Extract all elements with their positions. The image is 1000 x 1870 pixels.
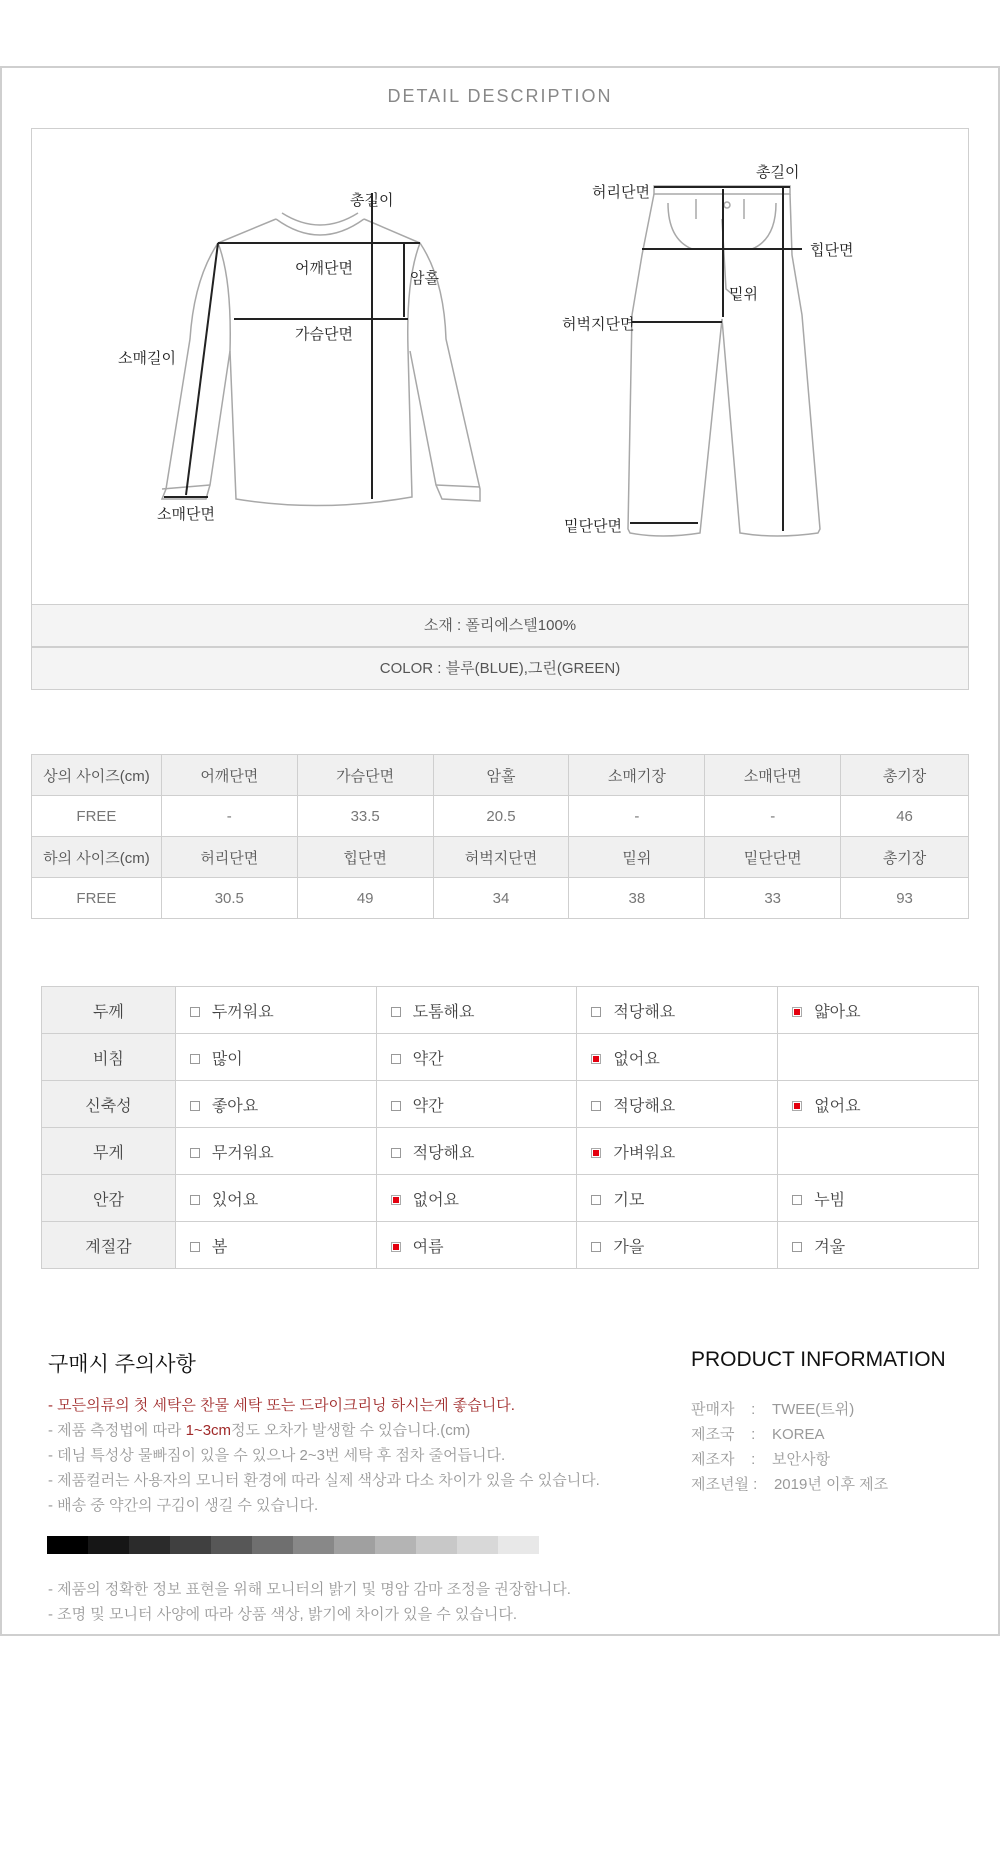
- unchecked-box-icon: [190, 1007, 200, 1017]
- feature-row: [42, 1222, 979, 1269]
- size-cell: 하의 사이즈(cm): [32, 837, 162, 878]
- gray-swatch: [129, 1536, 170, 1554]
- feature-option: [175, 1175, 376, 1222]
- feature-option: [577, 1222, 778, 1269]
- label-armhole: 암홀: [410, 270, 439, 287]
- gray-swatch: [211, 1536, 252, 1554]
- notice-list: [48, 1393, 600, 1518]
- size-diagram: [31, 128, 969, 604]
- feature-option: [376, 1128, 577, 1175]
- unchecked-box-icon: [190, 1242, 200, 1252]
- checked-box-icon: [591, 1054, 601, 1064]
- feature-option-empty: [778, 1128, 979, 1175]
- notice-line: - 배송 중 약간의 구김이 생길 수 있습니다.: [48, 1497, 319, 1514]
- feature-option-empty: [778, 1034, 979, 1081]
- feature-option: [175, 987, 376, 1034]
- feature-option: [376, 987, 577, 1034]
- feature-option-label: 좋아요: [211, 1097, 259, 1115]
- feature-option-label: 누빔: [814, 1191, 846, 1209]
- unchecked-box-icon: [792, 1242, 802, 1252]
- feature-option-label: 없어요: [613, 1050, 660, 1068]
- unchecked-box-icon: [190, 1148, 200, 1158]
- size-cell: 49: [297, 878, 433, 919]
- monitor-notice-list: [48, 1577, 571, 1627]
- notice-text: 정도 오차가 발생할 수 있습니다.(cm): [231, 1422, 471, 1439]
- size-cell: 총기장: [841, 837, 969, 878]
- size-cell: FREE: [32, 878, 162, 919]
- gray-swatch: [457, 1536, 498, 1554]
- notice-highlight: 1~3cm: [185, 1422, 232, 1439]
- size-cell: 소매기장: [569, 755, 705, 796]
- feature-option: [175, 1128, 376, 1175]
- size-table: [31, 754, 969, 919]
- feature-option-label: 적당해요: [613, 1003, 676, 1021]
- unchecked-box-icon: [792, 1195, 802, 1205]
- feature-option-label: 기모: [613, 1191, 645, 1209]
- feature-row: [42, 1034, 979, 1081]
- feature-option-label: 적당해요: [412, 1144, 475, 1162]
- checked-box-icon: [792, 1101, 802, 1111]
- product-info-country: 제조국 : KOREA: [691, 1426, 825, 1443]
- gray-swatch: [170, 1536, 211, 1554]
- notice-line: - 모든의류의 첫 세탁은 찬물 세탁 또는 드라이크리닝 하시는게 좋습니다.: [48, 1397, 515, 1414]
- unchecked-box-icon: [190, 1101, 200, 1111]
- size-cell: 34: [433, 878, 569, 919]
- size-cell: 소매단면: [705, 755, 841, 796]
- feature-row: [42, 1081, 979, 1128]
- feature-option: [577, 1128, 778, 1175]
- product-info-title: PRODUCT INFORMATION: [691, 1348, 946, 1371]
- notice-line: [48, 1418, 600, 1443]
- label-top-total-length: 총길이: [350, 192, 394, 209]
- size-cell: 암홀: [433, 755, 569, 796]
- feature-name: 계절감: [42, 1222, 176, 1269]
- size-cell: -: [569, 796, 705, 837]
- notice-line: - 조명 및 모니터 사양에 따라 상품 색상, 밝기에 차이가 있을 수 있습니다.: [48, 1606, 518, 1623]
- size-cell: 20.5: [433, 796, 569, 837]
- feature-option-label: 겨울: [814, 1238, 846, 1256]
- gray-swatch: [293, 1536, 334, 1554]
- size-cell: 33.5: [297, 796, 433, 837]
- feature-option: [175, 1081, 376, 1128]
- size-cell: FREE: [32, 796, 162, 837]
- label-waist: 허리단면: [592, 184, 650, 201]
- feature-option-label: 도톰해요: [412, 1003, 475, 1021]
- label-thigh: 허벅지단면: [562, 316, 635, 333]
- feature-option-label: 봄: [211, 1238, 228, 1256]
- unchecked-box-icon: [190, 1195, 200, 1205]
- size-cell: 허리단면: [161, 837, 297, 878]
- unchecked-box-icon: [591, 1242, 601, 1252]
- label-sleeve-length: 소매길이: [118, 350, 176, 367]
- label-rise: 밑위: [729, 286, 758, 303]
- product-info-list: [691, 1397, 888, 1497]
- size-table-top-header: [32, 755, 969, 796]
- feature-option: [778, 987, 979, 1034]
- feature-option-label: 없어요: [814, 1097, 861, 1115]
- size-cell: 밑위: [569, 837, 705, 878]
- notice-line: - 데님 특성상 물빠짐이 있을 수 있으나 2~3번 세탁 후 점차 줄어듭니다.: [48, 1447, 506, 1464]
- gray-swatch: [88, 1536, 129, 1554]
- size-cell: 30.5: [161, 878, 297, 919]
- label-hem: 밑단단면: [564, 518, 622, 535]
- feature-option-label: 없어요: [412, 1191, 459, 1209]
- feature-option: [376, 1081, 577, 1128]
- notice-line: - 제품컬러는 사용자의 모니터 환경에 따라 실제 색상과 다소 차이가 있을 수 있습니다.: [48, 1472, 600, 1489]
- feature-name: 무게: [42, 1128, 176, 1175]
- unchecked-box-icon: [391, 1007, 401, 1017]
- material-row: 소재 : 폴리에스텔100%: [31, 604, 969, 647]
- feature-row: [42, 987, 979, 1034]
- size-cell: 힙단면: [297, 837, 433, 878]
- feature-option-label: 적당해요: [613, 1097, 676, 1115]
- feature-option-label: 여름: [412, 1238, 444, 1256]
- unchecked-box-icon: [391, 1148, 401, 1158]
- unchecked-box-icon: [591, 1007, 601, 1017]
- feature-option: [778, 1222, 979, 1269]
- size-cell: 상의 사이즈(cm): [32, 755, 162, 796]
- size-cell: 93: [841, 878, 969, 919]
- label-shoulder: 어깨단면: [295, 260, 353, 277]
- size-cell: 가슴단면: [297, 755, 433, 796]
- gray-swatch: [252, 1536, 293, 1554]
- feature-name: 두께: [42, 987, 176, 1034]
- label-chest: 가슴단면: [295, 326, 353, 343]
- checked-box-icon: [792, 1007, 802, 1017]
- checked-box-icon: [391, 1242, 401, 1252]
- size-cell: 어깨단면: [161, 755, 297, 796]
- size-cell: 밑단단면: [705, 837, 841, 878]
- gray-swatch: [375, 1536, 416, 1554]
- feature-option-label: 약간: [412, 1097, 444, 1115]
- checked-box-icon: [591, 1148, 601, 1158]
- feature-option: [175, 1034, 376, 1081]
- size-table-bottom-row: [32, 878, 969, 919]
- feature-option: [577, 1175, 778, 1222]
- feature-option: [577, 987, 778, 1034]
- feature-row: [42, 1175, 979, 1222]
- feature-name: 신축성: [42, 1081, 176, 1128]
- label-bottom-total-length: 총길이: [756, 164, 800, 181]
- size-table-bottom-header: [32, 837, 969, 878]
- feature-table: [41, 986, 979, 1269]
- feature-option: [577, 1081, 778, 1128]
- notice-line: - 제품의 정확한 정보 표현을 위해 모니터의 밝기 및 명암 감마 조정을 권장합니다.: [48, 1581, 571, 1598]
- label-sleeve-width: 소매단면: [157, 506, 215, 523]
- size-cell: 총기장: [841, 755, 969, 796]
- detail-title: DETAIL DESCRIPTION: [387, 86, 613, 106]
- color-row: COLOR : 블루(BLUE),그린(GREEN): [31, 647, 969, 690]
- feature-option: [778, 1175, 979, 1222]
- feature-option-label: 두꺼워요: [211, 1003, 274, 1021]
- feature-option: [376, 1034, 577, 1081]
- size-cell: 33: [705, 878, 841, 919]
- feature-name: 비침: [42, 1034, 176, 1081]
- feature-option-label: 약간: [412, 1050, 444, 1068]
- unchecked-box-icon: [591, 1101, 601, 1111]
- measure-lines: [164, 187, 802, 531]
- feature-option: [175, 1222, 376, 1269]
- product-info-maker: 제조자 : 보안사항: [691, 1451, 830, 1468]
- unchecked-box-icon: [591, 1195, 601, 1205]
- feature-option: [778, 1081, 979, 1128]
- checked-box-icon: [391, 1195, 401, 1205]
- notice-text: - 제품 측정법에 따라: [48, 1422, 186, 1439]
- feature-option: [376, 1175, 577, 1222]
- gray-scale-bar: [47, 1536, 539, 1554]
- gray-swatch: [498, 1536, 539, 1554]
- size-cell: 허벅지단면: [433, 837, 569, 878]
- notice-title: 구매시 주의사항: [48, 1353, 196, 1376]
- label-hip: 힙단면: [810, 242, 854, 259]
- feature-option-label: 가을: [613, 1238, 645, 1256]
- unchecked-box-icon: [190, 1054, 200, 1064]
- unchecked-box-icon: [391, 1054, 401, 1064]
- size-cell: -: [705, 796, 841, 837]
- gray-swatch: [47, 1536, 88, 1554]
- size-cell: 38: [569, 878, 705, 919]
- size-cell: -: [161, 796, 297, 837]
- gray-swatch: [416, 1536, 457, 1554]
- feature-row: [42, 1128, 979, 1175]
- product-info-date: 제조년월 : 2019년 이후 제조: [691, 1476, 889, 1493]
- feature-option-label: 가벼워요: [613, 1144, 676, 1162]
- size-table-top-row: [32, 796, 969, 837]
- feature-option-label: 있어요: [211, 1191, 259, 1209]
- unchecked-box-icon: [391, 1101, 401, 1111]
- feature-option-label: 얇아요: [814, 1003, 861, 1021]
- gray-swatch: [334, 1536, 375, 1554]
- feature-name: 안감: [42, 1175, 176, 1222]
- size-cell: 46: [841, 796, 969, 837]
- feature-option: [577, 1034, 778, 1081]
- feature-option: [376, 1222, 577, 1269]
- product-info-seller: 판매자 : TWEE(트위): [691, 1401, 855, 1418]
- feature-option-label: 무거워요: [211, 1144, 274, 1162]
- feature-option-label: 많이: [211, 1050, 243, 1068]
